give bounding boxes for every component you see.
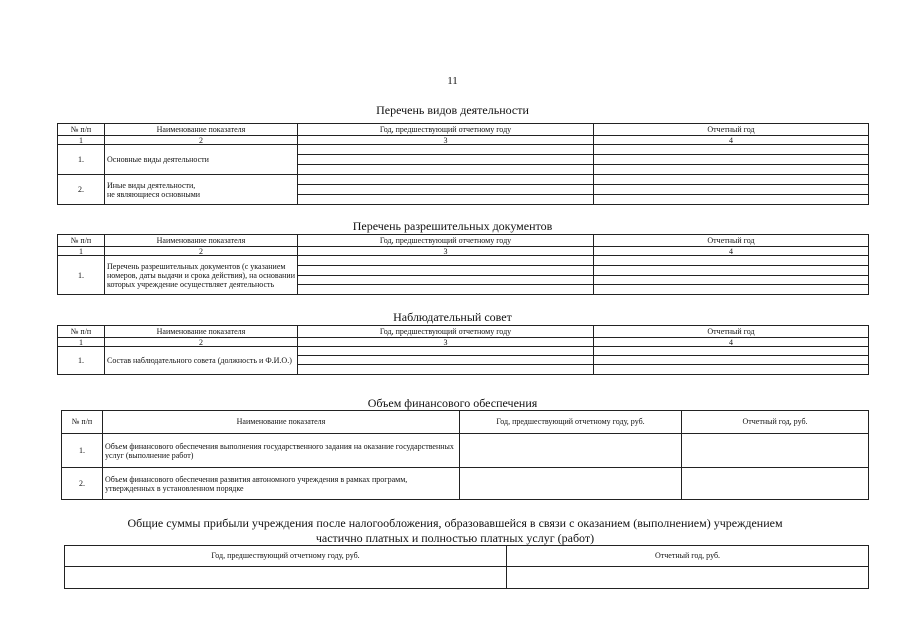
prev-year-rub-cell[interactable] bbox=[460, 468, 682, 500]
row-name: Состав наблюдательного совета (должность и Ф.И.О.) bbox=[105, 347, 298, 375]
report-year-rub-cell[interactable] bbox=[507, 567, 869, 589]
col-name-header: Наименование показателя bbox=[105, 124, 298, 136]
section-title-activities: Перечень видов деятельности bbox=[376, 103, 529, 117]
col-report-year-rub-header: Отчетный год, руб. bbox=[507, 546, 869, 567]
col-report-year-rub-header: Отчетный год, руб. bbox=[682, 411, 869, 434]
prev-year-cell[interactable] bbox=[298, 175, 594, 205]
table-row bbox=[62, 434, 869, 468]
col-index: 4 bbox=[594, 247, 869, 256]
row-number: 2. bbox=[62, 468, 103, 500]
prev-year-cell[interactable] bbox=[298, 347, 594, 375]
col-index: 1 bbox=[58, 338, 105, 347]
col-index: 1 bbox=[58, 136, 105, 145]
col-report-year-header: Отчетный год bbox=[594, 326, 869, 338]
section-title-profit bbox=[60, 516, 850, 546]
row-name: Иные виды деятельности, не являющиеся основными bbox=[105, 175, 298, 205]
row-name: Объем финансового обеспечения развития автономного учреждения в рамках программ, утвержденных в установленном порядке bbox=[103, 468, 460, 500]
col-index: 2 bbox=[105, 136, 298, 145]
col-prev-year-rub-header: Год, предшествующий отчетному году, руб. bbox=[65, 546, 507, 567]
row-number: 1. bbox=[62, 434, 103, 468]
col-num-header: № п/п bbox=[58, 235, 105, 247]
col-prev-year-rub-header: Год, предшествующий отчетному году, руб. bbox=[460, 411, 682, 434]
col-num-header: № п/п bbox=[58, 326, 105, 338]
table-row bbox=[65, 567, 869, 589]
section-title-permits: Перечень разрешительных документов bbox=[352, 219, 553, 233]
table-row bbox=[58, 145, 869, 175]
report-year-rub-cell[interactable] bbox=[682, 434, 869, 468]
row-name: Перечень разрешительных документов (с указанием номеров, даты выдачи и срока действия), на основании которых учреждение осуществляет деятельность bbox=[105, 256, 298, 295]
col-index: 3 bbox=[298, 136, 594, 145]
prev-year-cell[interactable] bbox=[298, 256, 594, 295]
prev-year-rub-cell[interactable] bbox=[460, 434, 682, 468]
row-number: 1. bbox=[58, 256, 105, 295]
col-index: 2 bbox=[105, 247, 298, 256]
col-index: 4 bbox=[594, 338, 869, 347]
col-num-header: № п/п bbox=[58, 124, 105, 136]
report-year-cell[interactable] bbox=[594, 175, 869, 205]
col-prev-year-header: Год, предшествующий отчетному году bbox=[298, 124, 594, 136]
col-name-header: Наименование показателя bbox=[105, 235, 298, 247]
row-name: Основные виды деятельности bbox=[105, 145, 298, 175]
table-row bbox=[58, 347, 869, 375]
col-num-header: № п/п bbox=[62, 411, 103, 434]
report-year-cell[interactable] bbox=[594, 347, 869, 375]
row-number: 2. bbox=[58, 175, 105, 205]
table-row bbox=[58, 175, 869, 205]
col-index: 3 bbox=[298, 338, 594, 347]
row-name: Объем финансового обеспечения выполнения государственного задания на оказание государственных услуг (выполнение работ) bbox=[103, 434, 460, 468]
section-title-supervisory-board: Наблюдательный совет bbox=[393, 310, 512, 324]
col-prev-year-header: Год, предшествующий отчетному году bbox=[298, 235, 594, 247]
report-year-rub-cell[interactable] bbox=[682, 468, 869, 500]
supervisory-board-table bbox=[57, 325, 869, 375]
report-year-cell[interactable] bbox=[594, 256, 869, 295]
section-title-profit-line2: частично платных и полностью платных услуг (работ) bbox=[315, 531, 595, 545]
col-index: 4 bbox=[594, 136, 869, 145]
section-title-financing: Объем финансового обеспечения bbox=[367, 396, 538, 410]
financing-table bbox=[61, 410, 869, 500]
page-number: 11 bbox=[447, 75, 458, 87]
row-number: 1. bbox=[58, 145, 105, 175]
report-year-cell[interactable] bbox=[594, 145, 869, 175]
prev-year-rub-cell[interactable] bbox=[65, 567, 507, 589]
prev-year-cell[interactable] bbox=[298, 145, 594, 175]
table-row bbox=[58, 256, 869, 295]
col-report-year-header: Отчетный год bbox=[594, 235, 869, 247]
table-row bbox=[62, 468, 869, 500]
col-name-header: Наименование показателя bbox=[105, 326, 298, 338]
activities-table bbox=[57, 123, 869, 205]
section-title-profit-line1: Общие суммы прибыли учреждения после налогообложения, образовавшейся в связи с оказанием (выполнением) учреждением bbox=[127, 516, 783, 530]
col-index: 1 bbox=[58, 247, 105, 256]
row-number: 1. bbox=[58, 347, 105, 375]
col-prev-year-header: Год, предшествующий отчетному году bbox=[298, 326, 594, 338]
profit-table bbox=[64, 545, 869, 589]
col-index: 2 bbox=[105, 338, 298, 347]
col-index: 3 bbox=[298, 247, 594, 256]
col-report-year-header: Отчетный год bbox=[594, 124, 869, 136]
permits-table bbox=[57, 234, 869, 295]
col-name-header: Наименование показателя bbox=[103, 411, 460, 434]
